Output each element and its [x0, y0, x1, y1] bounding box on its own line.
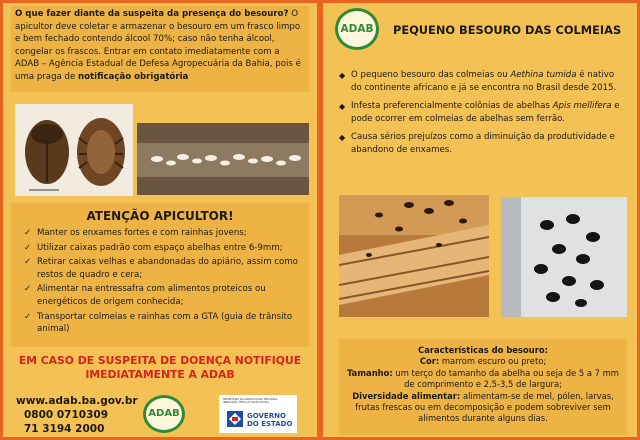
- intro-emphasis: notificação obrigatória: [78, 71, 189, 82]
- larvae-photo: [137, 123, 309, 195]
- char-dieta: [343, 391, 623, 425]
- check-bullet-icon: ✓: [24, 284, 32, 295]
- attention-box: [11, 203, 309, 347]
- left-panel: [3, 3, 317, 437]
- beetles-jar-photo: [501, 197, 627, 317]
- attention-item: [24, 256, 303, 281]
- check-bullet-icon: ✓: [24, 228, 32, 238]
- attention-list: [11, 224, 309, 336]
- diamond-bullet-icon: ◆: [339, 133, 346, 142]
- characteristics-box: [339, 339, 627, 435]
- phone-1: 0800 0710309: [24, 409, 109, 421]
- intro-box: [11, 6, 309, 92]
- info-item: [339, 100, 625, 126]
- adab-logo-right: [335, 8, 379, 50]
- info-item-post: é nativo do continente africano e já se encontra no Brasil desde 2015.: [351, 70, 617, 93]
- intro-question: O que fazer diante da suspeita da presença do besouro?: [15, 9, 289, 19]
- check-bullet-icon: ✓: [24, 311, 32, 322]
- check-bullet-icon: ✓: [24, 242, 32, 253]
- gov-line-2: DO ESTADO: [247, 420, 293, 428]
- adab-logo-text: ADAB: [148, 408, 180, 419]
- right-panel: [323, 3, 637, 437]
- char-cor: [343, 356, 623, 367]
- char-dieta-value: alimentam-se de mel, pólen, larvas, frutas frescas ou em decomposição e podem sobreviver sem alimentos durante alguns dias.: [355, 390, 614, 424]
- attention-item: [24, 227, 303, 240]
- government-logo: [219, 395, 297, 433]
- characteristics-title: Características do besouro:: [418, 345, 548, 355]
- info-item: [339, 131, 625, 157]
- attention-item-text: Transportar colmeias e rainhas com a GTA (guia de trânsito animal): [37, 311, 293, 335]
- attention-item-text: Retirar caixas velhas e abandonadas do apiário, assim como restos de quadro e cera;: [37, 257, 298, 280]
- char-tamanho: [343, 368, 623, 391]
- info-item-pre: O pequeno besouro das colmeias ou: [351, 70, 511, 80]
- info-list: [339, 69, 625, 162]
- attention-item-text: Manter os enxames fortes e com rainhas jovens;: [37, 228, 247, 238]
- diamond-bullet-icon: ◆: [339, 71, 346, 80]
- char-cor-value: marrom escuro ou preto;: [439, 356, 547, 367]
- attention-item: [24, 283, 303, 308]
- beetle-photo: [15, 104, 133, 196]
- characteristics-text: [339, 339, 627, 425]
- info-item-em: Aethina tumida: [510, 70, 577, 80]
- gov-text: [247, 412, 292, 428]
- adab-logo: [143, 395, 185, 433]
- website-link[interactable]: www.adab.ba.gov.br: [16, 395, 138, 407]
- char-tamanho-value: um terço do tamanho da abelha ou seja de 5 a 7 mm de comprimento e 2,5-3,5 de largura;: [392, 367, 619, 390]
- attention-item: [24, 311, 303, 336]
- info-item-pre: Infesta preferencialmente colônias de abelhas: [351, 101, 553, 111]
- info-item-post: e pode ocorrer em colmeias de abelhas sem ferrão.: [351, 101, 620, 124]
- attention-item-text: Alimentar na entressafra com alimentos proteicos ou energéticos de origem conhecida;: [37, 284, 266, 307]
- warning-line-1: EM CASO DE SUSPEITA DE DOENÇA NOTIFIQUE: [18, 354, 302, 367]
- page-title: PEQUENO BESOURO DAS COLMEIAS: [393, 23, 622, 37]
- intro-text: [11, 6, 309, 86]
- info-item-em: Apis mellifera: [552, 101, 612, 111]
- intro-body: O apicultor deve coletar e armazenar o besouro em um frasco limpo e bem fechado contendo álcool 70%; caso não tenha álcool, congelar os frascos. Entrar em contato imediatamente com a ADAB – Agência Estadual de Defesa Agropecuária da Bahia, pois é uma praga de: [15, 9, 301, 82]
- check-bullet-icon: ✓: [24, 257, 32, 268]
- warning-line-2: IMEDIATAMENTE A ADAB: [85, 368, 235, 381]
- info-item: [339, 69, 625, 95]
- diamond-bullet-icon: ◆: [339, 102, 346, 111]
- bahia-flag-icon: [227, 411, 243, 427]
- gov-secretaria-text: SECRETARIA DA AGRICULTURA, PECUÁRIA, IRRIGAÇÃO, PESCA E AQUICULTURA: [223, 398, 278, 404]
- attention-title: ATENÇÃO APICULTOR!: [86, 209, 234, 223]
- char-tamanho-label: Tamanho:: [347, 367, 393, 378]
- honeycomb-photo: [339, 195, 489, 317]
- char-cor-label: Cor:: [419, 356, 440, 367]
- phone-2: 71 3194 2000: [24, 423, 105, 435]
- gov-line-1: GOVERNO: [247, 412, 286, 420]
- char-dieta-label: Diversidade alimentar:: [352, 390, 461, 401]
- attention-item: [24, 242, 303, 255]
- info-item-pre: Causa sérios prejuízos como a diminuição da produtividade e abandono de enxames.: [351, 132, 615, 155]
- attention-item-text: Utilizar caixas padrão com espaço abelhas entre 6-9mm;: [37, 242, 283, 253]
- warning-notice: [11, 354, 309, 382]
- adab-logo-right-text: ADAB: [340, 23, 374, 35]
- contact-block: [16, 394, 138, 436]
